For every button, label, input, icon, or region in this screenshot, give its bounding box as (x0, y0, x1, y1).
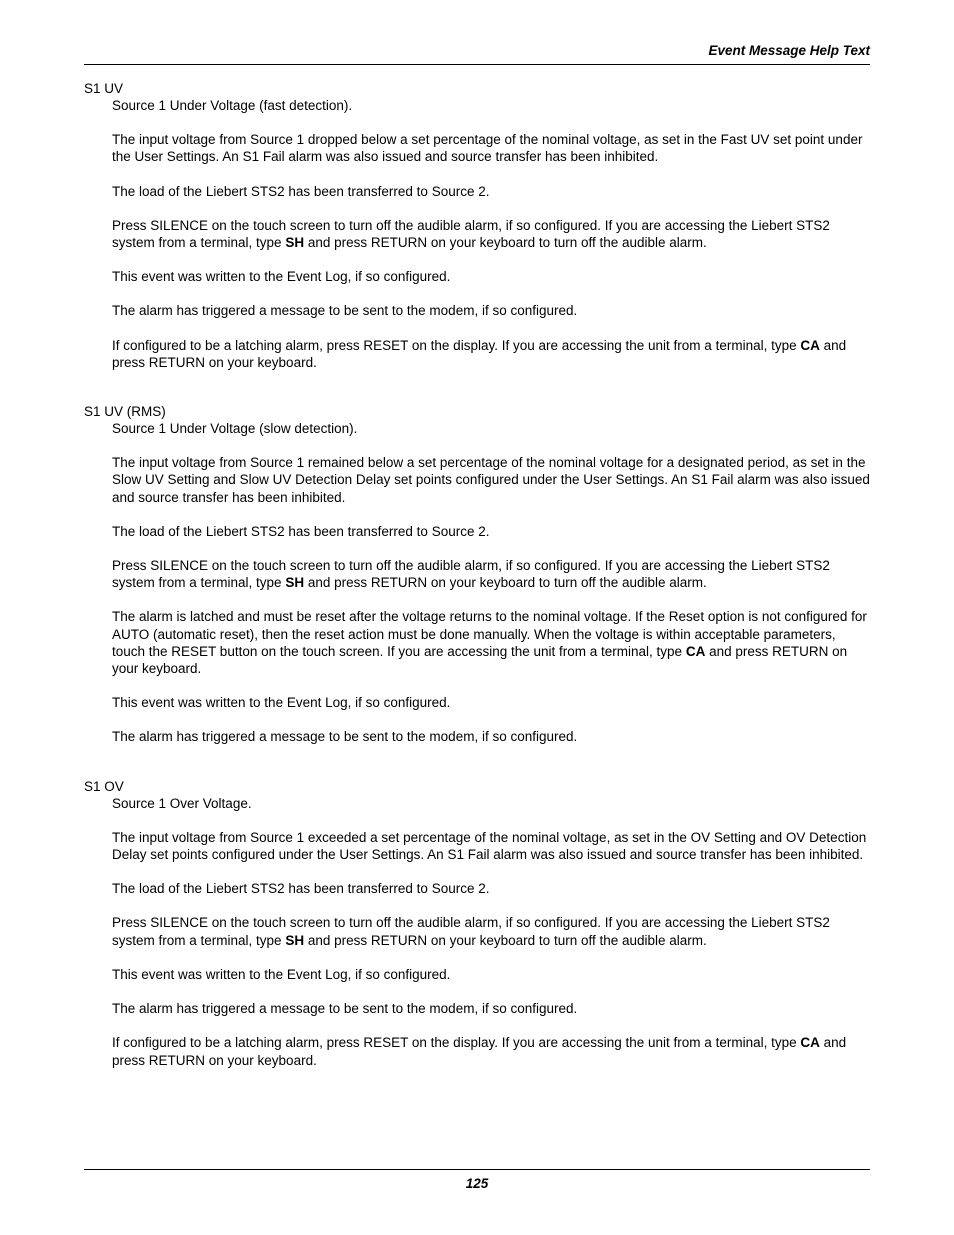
body-paragraph (112, 880, 870, 897)
body-paragraph (112, 728, 870, 745)
text-run: Source 1 Under Voltage (slow detection). (112, 421, 358, 437)
running-header-title: Event Message Help Text (708, 43, 870, 58)
body-paragraph (112, 966, 870, 983)
text-run: The load of the Liebert STS2 has been transferred to Source 2. (112, 523, 490, 539)
text-run: Press SILENCE on the touch screen to turn off the audible alarm, if so configured. If you are accessing the Liebert STS2 system from a terminal, type (112, 217, 830, 251)
body-paragraph (112, 1000, 870, 1017)
event-entry (84, 80, 870, 371)
text-run: and press RETURN on your keyboard. (112, 1035, 847, 1068)
text-run: and press RETURN on your keyboard to turn off the audible alarm. (304, 575, 707, 591)
body-paragraph (112, 829, 870, 863)
event-entry (84, 403, 870, 746)
text-run: If configured to be a latching alarm, press RESET on the display. If you are accessing the unit from a terminal, type (112, 337, 801, 353)
command-keyword: SH (285, 235, 305, 251)
text-run: The input voltage from Source 1 exceeded a set percentage of the nominal voltage, as set in the OV Setting and OV Detection Delay set points configured under the User Settings. An S1 Fail alarm was also issued and source transfer has been inhibited. (112, 829, 867, 863)
document-body (84, 80, 870, 1101)
text-run: and press RETURN on your keyboard to turn off the audible alarm. (304, 235, 707, 251)
body-paragraph (112, 217, 870, 251)
body-paragraph (112, 694, 870, 711)
command-keyword: CA (685, 643, 706, 659)
body-paragraph (112, 97, 870, 114)
body-paragraph (112, 454, 870, 506)
body-paragraph (112, 420, 870, 437)
command-keyword: CA (800, 337, 820, 353)
text-run: The alarm has triggered a message to be sent to the modem, if so configured. (112, 729, 578, 745)
command-keyword: SH (285, 932, 305, 948)
text-run: and press RETURN on your keyboard. (112, 337, 847, 370)
body-paragraph (112, 183, 870, 200)
text-run: The alarm has triggered a message to be sent to the modem, if so configured. (112, 303, 578, 319)
body-paragraph (112, 557, 870, 591)
header-rule (84, 64, 870, 65)
text-run: Press SILENCE on the touch screen to turn off the audible alarm, if so configured. If you are accessing the Liebert STS2 system from a terminal, type (112, 558, 830, 591)
event-entry-title: S1 OV (84, 778, 124, 794)
text-run: Source 1 Over Voltage. (112, 795, 252, 811)
body-paragraph (112, 1034, 870, 1068)
event-entry-body (112, 795, 870, 1069)
event-entry-body (112, 97, 870, 371)
body-paragraph (112, 608, 870, 677)
event-entry (84, 778, 870, 1069)
body-paragraph (112, 131, 870, 165)
text-run: This event was written to the Event Log, if so configured. (112, 966, 451, 982)
page-number: 125 (465, 1176, 489, 1191)
text-run: and press RETURN on your keyboard to turn off the audible alarm. (304, 932, 707, 948)
body-paragraph (112, 914, 870, 948)
text-run: This event was written to the Event Log, if so configured. (112, 269, 451, 285)
body-paragraph (112, 795, 870, 812)
event-entry-title: S1 UV (84, 81, 124, 96)
command-keyword: CA (800, 1035, 820, 1051)
text-run: This event was written to the Event Log, if so configured. (112, 695, 451, 711)
text-run: The alarm has triggered a message to be sent to the modem, if so configured. (112, 1001, 578, 1017)
text-run: If configured to be a latching alarm, press RESET on the display. If you are accessing the unit from a terminal, type (112, 1035, 801, 1051)
text-run: Press SILENCE on the touch screen to turn off the audible alarm, if so configured. If you are accessing the Liebert STS2 system from a terminal, type (112, 915, 830, 948)
text-run: The load of the Liebert STS2 has been transferred to Source 2. (112, 881, 490, 897)
text-run: Source 1 Under Voltage (fast detection). (112, 98, 353, 113)
text-run: The alarm is latched and must be reset after the voltage returns to the nominal voltage. If the Reset option is not configured for AUTO (automatic reset), then the reset action must be done manually. When the voltage is within acceptable parameters, touch the RESET button on the touch screen. If you are accessing the unit from a terminal, type (112, 609, 867, 659)
footer-rule (84, 1169, 870, 1170)
text-run: and press RETURN on your keyboard. (112, 643, 848, 677)
command-keyword: SH (285, 575, 305, 591)
body-paragraph (112, 523, 870, 540)
event-entry-title: S1 UV (RMS) (84, 404, 166, 420)
text-run: The input voltage from Source 1 remained below a set percentage of the nominal voltage for a designated period, as set in the Slow UV Setting and Slow UV Detection Delay set points configured under the User Settings. An S1 Fail alarm was also issued and source transfer has been inhibited. (112, 455, 870, 505)
event-entry-body (112, 420, 870, 746)
body-paragraph (112, 337, 870, 371)
body-paragraph (112, 268, 870, 285)
text-run: The input voltage from Source 1 dropped below a set percentage of the nominal voltage, as set in the Fast UV set point under the User Settings. An S1 Fail alarm was also issued and source transfer has been inhibited. (112, 132, 863, 165)
body-paragraph (112, 302, 870, 319)
text-run: The load of the Liebert STS2 has been transferred to Source 2. (112, 183, 490, 199)
